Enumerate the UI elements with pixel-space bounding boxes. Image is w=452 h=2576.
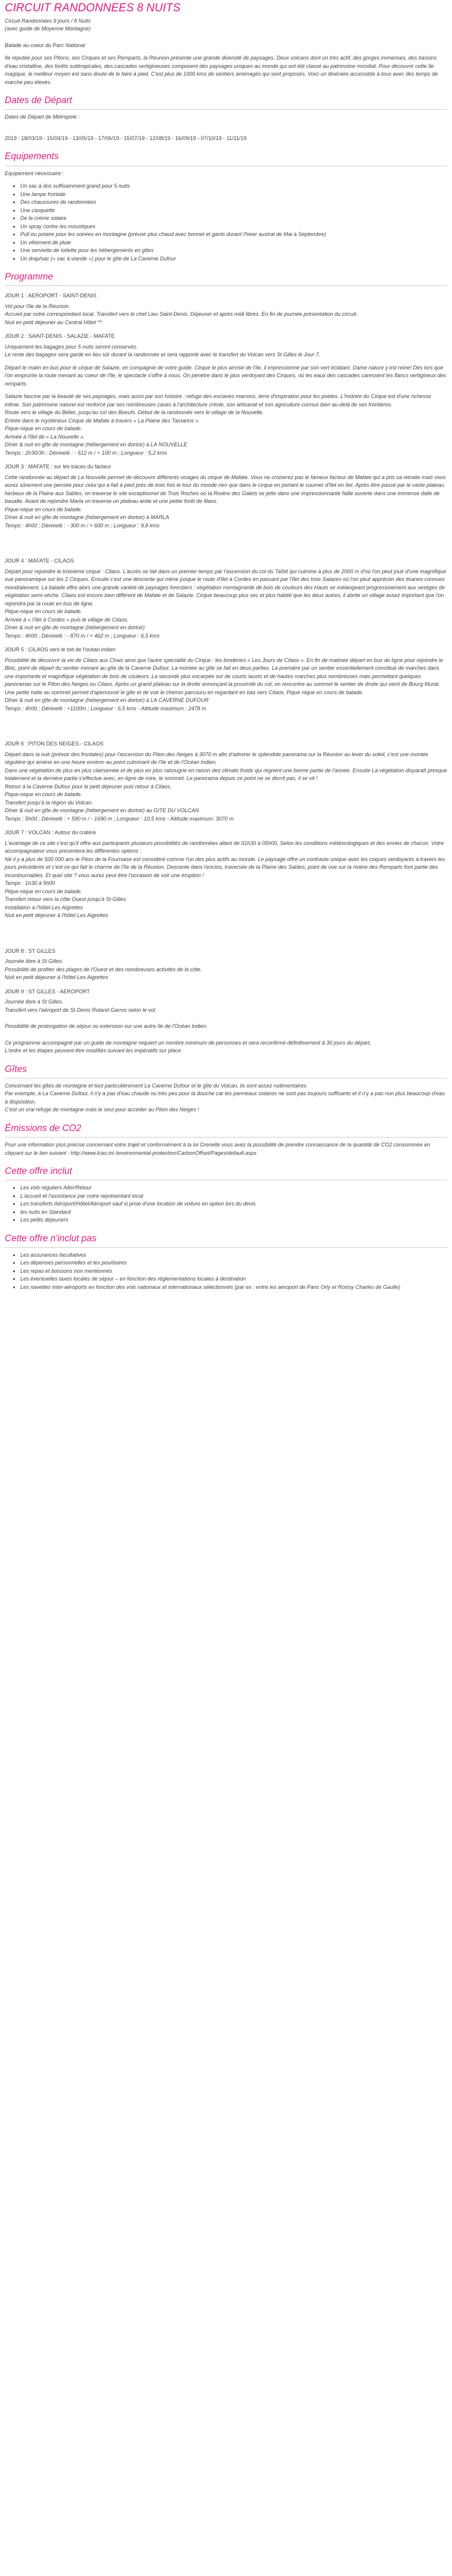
day-body — [5, 474, 447, 530]
day-title: JOUR 6 : PITON DES NEIGES - CILAOS — [5, 741, 104, 747]
day-line: Pique-nique en cours de balade. — [5, 608, 82, 615]
day-line: Temps : 5h00 ; Dénivelé : + 590 m / - 1690 m ; Longueur : 10,5 kms - Altitude maximum: 3070 m — [5, 815, 234, 822]
co2-paragraph: Pour une information plus précise concernant votre trajet et conformément à la loi Grenelle vous avez la possibilité de prendre connaissance de la quantité de CO2 consommée en cliquant sur le lien suivant : http://www.lcao.int /environmental-protection/CarbonOffset/Pages/default.aspx — [5, 1142, 431, 1156]
day-line: Vol pour l'île de la Réunion. — [5, 303, 70, 309]
day-paragraph: Le reste des bagages sera gardé en lieu sûr durant la randonnée et sera rapporté avec le transfert du Volcan vers St Gilles le Jour 7. — [5, 352, 320, 358]
day-line: Transfert vers l'aéroport de St Denis Roland Garros selon le vol. — [5, 1006, 157, 1013]
day-body — [5, 343, 447, 458]
excludes-list — [5, 1251, 447, 1292]
day-line: Possibilité de profiter des plages de l'Ouest et des nombreuses activités de la côte. — [5, 966, 202, 972]
day-line: Temps : 2h30/3h ; Dénivelé : - 512 m / + 100 m ; Longueur : 5,2 kms — [5, 449, 168, 456]
day-line: Pique-nique en cours de balade. — [5, 791, 82, 798]
section-title-dates: Dates de Départ — [5, 95, 72, 106]
day-line: Dîner & nuit en gîte de montagne (hébergement en dortoir) à LA CAVERNE DUFOUR — [5, 697, 209, 704]
dates-list: 2019 : 18/03/19 - 15/04/19 - 13/05/19 - 17/06/19 - 15/07/19 - 12/08/19 - 16/09/19 - 07/10/19 - 11/11/19 — [5, 135, 247, 141]
equipment-label: Equipement nécessaire : — [5, 170, 64, 176]
list-item: • Les navettes inter-aéroports en fonction des vols nationaux et internationaux sélectionnés (par ex : entre les aéroport de Paris Orly et Roissy Charles de Gaulle) — [20, 1284, 447, 1292]
divider — [5, 1078, 447, 1079]
section-title-includes: Cette offre inclut — [5, 1166, 72, 1176]
day-line: Dîner & nuit en gîte de montagne (hébergement en dortoir) à MARLA — [5, 514, 169, 521]
divider — [5, 1137, 447, 1138]
list-item: • Un spray contre les moustiques — [20, 223, 447, 231]
day-paragraph: Cette randonnée au départ de La Nouvelle permet de découvrir différents visages du cirque de Mafate. Vous ne croiserez pas le fameux facteur de Mafate qui a pris sa retraite mais vous aurez sûrement une pensée pour celui qui a fait à pied près de trois fois le tour du monde rien que dans le cirque en portant le courrier d'îlet en îlet. Après être passé par le vaste plateau herbeux de la Plaine aux Sables, on traverse le site exceptionnel de Trois Roches où la Rivière des Galets se jette dans une impressionnante faille ouverte dans une immense dalle de basalte. Avant de rejoindre Marla on traverse un plateau aride et une petite forêt de filaos. — [5, 474, 446, 505]
day-paragraph: Né il y a plus de 500 000 ans le Piton de la Fournaise est considéré comme l'un des plus actifs au monde. Le paysage offre un contraste unique avec les coques verdoyants à travers les jours précédents et c'est ce qui fait le charme de l'île de la Réunion. Descente dans l'enclos, traversée de la Plaine des Sables, point de vue sur la rivière des Remparts font partie des incontournables. Et quel site ? vous aurez peut être l'occasion de voir une éruption ! — [5, 856, 445, 878]
day-title: JOUR 7 : VOLCAN : Autour du cratère — [5, 829, 97, 836]
divider — [5, 109, 447, 110]
day-paragraph: L'avantage de ce site c'est qu'il offre aux participants plusieurs possibilités de randonnées allant de 01h30 à 05h00. Selon les conditions météorologiques et des envies de chacun. Votre accompagnateur vous présentera les différentes options : — [5, 840, 444, 854]
gites-body — [5, 1082, 447, 1114]
day-paragraph: Possibilité de découvrir la vie de Cilaos aux Chais ainsi que l'autre spécialité du Cirque : les broderies « Les Jours de Cilaos ». En fin de matinée départ en bus de ligne pour rejoindre le Bloc, point de départ du sentier menant au gîte de la Caverne Dufour. La montée au gîte se fait en deux parties. La première par un sentier essentiellement constitué de marches dans une importante et magnifique végétation de bois de couleurs. La seconde plus escarpée sur de courts lacets et de hautes marches plus nombreuses mais permettant quelques panoramas sur le Piton des Neiges ou Cilaos. Après un grand plateau sur la droite annonçant la proximité du col, on rencontre au sommet le sentier de droite qui vient de Bourg Murat. Une petite halte au sommet permet d'apercevoir le gîte et de voir le chemin parcouru en regardant en bas vers Cilaos. Pique nique en cours de balade. — [5, 657, 444, 695]
page-title: CIRCUIT RANDONNEES 8 NUITS — [5, 2, 181, 14]
day-body — [5, 958, 447, 982]
day-body — [5, 840, 447, 920]
day-line: Dîner & nuit en gîte de montagne (hébergement en dortoir) à LA NOUVELLE — [5, 442, 187, 448]
section-title-co2: Émissions de CO2 — [5, 1123, 82, 1133]
day-line: Dîner & nuit en gîte de montagne (hébergement en dortoir) — [5, 624, 145, 631]
day-title: JOUR 3 : MAFATE : sur les traces du facteur — [5, 464, 112, 470]
list-item: • Une lampe frontale — [20, 191, 447, 199]
section-title-programme: Programme — [5, 272, 53, 282]
day-body — [5, 751, 447, 824]
list-item: • Les transferts Aéroport/Hôtel/Aéroport sauf si prise d'une location de voiture en option lors du devis — [20, 1200, 447, 1208]
day-line: Arrivée à « l'îlet à Cordes » puis le village de Cilaos. — [5, 616, 129, 623]
subtitle-line: Circuit Randonnées 9 jours / 8 Nuits — [5, 17, 91, 24]
gites-paragraph: Par exemple, à La Caverne Dufour, il n'y a pas d'eau chaude ou très peu pour la douche car les panneaux solaires ne sont pas toujours suffisants et il n'y a pas non plus beaucoup d'eau à disposition. — [5, 1090, 445, 1105]
day-line: Pique-nique en cours de balade. — [5, 425, 82, 432]
section-title-excludes: Cette offre n'inclut pas — [5, 1233, 97, 1244]
day-line: Route vers le village du Bélier, jusqu'au col des Boeufs. Début de la randonnée vers le village de la Nouvelle. — [5, 409, 264, 416]
day-line: Dîner & nuit en gîte de montagne (hébergement en dortoir) au GITE DU VOLCAN — [5, 807, 199, 814]
list-item: • Les vols réguliers Aller/Retour — [20, 1184, 447, 1192]
day-paragraph: Départ pour rejoindre le troisième cirque : Cilaos. L'accès se fait dans un premier temps par l'ascension du col du Taïbit qui culmine à plus de 2000 m d'où l'on peut jouir d'une magnifique vue panoramique sur les 2 Cirques. Ensuite c'est une descente qui mène jusque le route d'îlet à Cordes en passant par l'îlet des trois Salazes où l'on peut apprécier des tisanes connues mondialement. La balade offre alors une grande variété de paysages forestiers : végétation montagnarde de bois de couleurs des Hauts se mélangeant progressivement aux vestiges de végétation semi-sèche. Cilaos est encore bien différent de Mafate et de Salazie. Cirque beaucoup plus sec et plus habité que les deux autres, il abrite un village assez important que l'on rejoindra par la route en bus de ligne. — [5, 568, 447, 607]
list-item: • Les repas et boissons non mentionnés — [20, 1267, 447, 1276]
dates-label: Dates de Départ de Métropole : — [5, 114, 80, 120]
day-line: Transfert jusqu'à la région du Volcan. — [5, 799, 93, 806]
intro-line: Balade au coeur du Parc National — [5, 42, 85, 48]
day-title: JOUR 8 : ST GILLES — [5, 947, 55, 954]
list-item: • Les dépenses personnelles et les pourboires — [20, 1259, 447, 1267]
day-title: JOUR 1 : AEROPORT - SAINT-DENIS — [5, 293, 97, 299]
day-body — [5, 303, 447, 327]
list-item: • L'accueil et l'assistance par notre représentant local — [20, 1192, 447, 1201]
day-line: Temps : 4h00 ; Dénivelé : - 300 m / + 600 m ; Longueur : 9,8 kms — [5, 522, 160, 529]
day-line: Temps : 4h00 ; Dénivelé : - 870 m / + 462 m ; Longueur : 6,5 kms — [5, 632, 160, 639]
day-body — [5, 568, 447, 641]
list-item: • Un vêtement de pluie — [20, 239, 447, 247]
day-line: Arrivée à l'îlet de « La Nouvelle ». — [5, 433, 85, 440]
co2-body — [5, 1141, 447, 1157]
gites-paragraph: C'est un vrai refuge de montagne mais le seul pour accéder au Piton des Neiges ! — [5, 1107, 199, 1113]
section-title-equipments: Equipements — [5, 151, 59, 162]
subtitle-line: (avec guide de Moyenne Montagne) — [5, 26, 91, 32]
day-title: JOUR 4 : MAFATE - CILAOS — [5, 558, 74, 564]
day-line: Journée libre à St Gilles. — [5, 999, 64, 1005]
day-paragraph: Dans une végétation de plus en plus clairsemée et de plus en plus rabougrie en raison des climats froids qui règnent une bonne partie de l'année. Ensuite La végétation disparaît presque totalement et la dernière partie s'effectue avec, en ligne de mire, le sommet. Le panorama depuis ce point ne se décrit pas, il se vit ! — [5, 767, 447, 782]
day-line: Nuit en petit déjeuner à l'hôtel Les Aigrettes — [5, 912, 109, 919]
day-line: Pique-nique en cours de balade. — [5, 506, 82, 512]
day-line: Temps : 4h00 ; Dénivelé : +1100m ; Longueur : 6,5 kms - Altitude maximum : 2478 m — [5, 705, 206, 711]
note-line: Ce programme accompagné par un guide de montagne requiert un nombre minimum de personnes et sera reconfirmé définitivement à 30 jours du départ. — [5, 1039, 371, 1046]
divider — [5, 285, 447, 286]
day-line: Nuit en petit déjeuner au Central Hôtel **. — [5, 319, 104, 325]
intro-paragraph: Ile réputée pour ses Pitons, ses Cirques et ses Remparts, la Réunion présente une grande diversité de paysages. Deux volcans dont un très actif, des gorges immenses, des bassins d'eau cristalline, des forêts subtropicales, des cascades vertigineuses composent des paysages uniques au monde qui ont été classé au patrimoine mondial. Pour découvrir cette île magique, le meilleur moyen est sans doute de le faire à pied. C'est plus de 1000 kms de sentiers aménagés qui sont proposés. Voici un itinéraire accessible à tous avec des temps de marche peu élevés. — [5, 55, 438, 85]
day-title: JOUR 2 : SAINT-DENIS - SALAZIE - MAFATE — [5, 333, 115, 340]
day-line: Nuit en petit déjeuner à l'hôtel Les Aigrettes — [5, 974, 109, 981]
day-line: Possibilité de prolongation de séjour ou extension sur une autre île de l'Océan Indien. — [5, 1023, 208, 1030]
list-item: • les nuits en Standard — [20, 1208, 447, 1217]
day-line: Entrée dans le mystérieux Cirque de Mafate à travers « La Plaine des Tamarins ». — [5, 417, 200, 424]
day-body — [5, 657, 447, 713]
day-body — [5, 998, 447, 1031]
header-subtitle — [5, 17, 447, 33]
section-title-gites: Gîtes — [5, 1064, 27, 1074]
day-line: Pique-nique en cours de balade. — [5, 888, 82, 894]
list-item: • Un sac à dos suffisamment grand pour 5 nuits — [20, 182, 447, 191]
list-item: • Les assurances facultatives — [20, 1251, 447, 1260]
day-line: Uniquement les bagages pour 5 nuits seront conservés. — [5, 343, 138, 350]
divider — [5, 1247, 447, 1248]
day-line: Installation à l'hôtel Les Aigrettes — [5, 904, 83, 911]
day-line: Temps : 1h30 à 5h00 — [5, 880, 55, 887]
day-line: Journée libre à St Gilles. — [5, 958, 64, 965]
day-title: JOUR 9 : ST GILLES - AEROPORT — [5, 988, 90, 995]
program-note — [5, 1039, 447, 1055]
list-item: • Les petits déjeuners — [20, 1216, 447, 1225]
list-item: • Une serviette de toilette pour les hébergements en gîtes — [20, 247, 447, 255]
list-item: • Les éventuelles taxes locales de séjour – en fonction des réglementations locales à destination — [20, 1275, 447, 1284]
day-title: JOUR 5 : CILAOS vers le toit de l'océan indien — [5, 647, 116, 653]
day-paragraph: Départ le matin en bus pour le cirque de Salazie, en compagnie de votre guide. Cirque le plus arrosé de l'île, il impressionne par son vert éclatant. Dame nature y est reine! Dès lors que l'on emprunte la route menant au coeur de l'île, le spectacle s'offre à nous. On pénètre dans le plus verdoyant des Cirques, où les eaux des cascades caressent les flancs vertigineux des remparts. — [5, 364, 447, 387]
day-paragraph: Départ dans la nuit (prévoir des frontales) pour l'ascension du Piton des Neiges à 3070 m afin d'admirer le splendide panorama sur la Réunion au lever du soleil, c'est une montée régulière qui amène en une heure environ au point culminant de l'île et de l'Océan Indien. — [5, 751, 429, 766]
list-item: • De la crème solaire — [20, 215, 447, 223]
list-item: • Pull ou polaire pour les soirées en montagne (prévoir plus chaud avec bonnet et gants durant l'hiver austral de Mai à Septembre) — [20, 231, 447, 239]
note-line: L'ordre et les étapes peuvent être modifiés suivant les impératifs sur place. — [5, 1048, 182, 1054]
list-item: • Une casquette — [20, 207, 447, 215]
list-item: • Des chaussures de randonnées — [20, 198, 447, 207]
day-line: Retour à la Caverne Dufour pour le petit déjeuner puis retour à Cilaos. — [5, 783, 172, 790]
list-item: • Un drap/sac (« sac à viande ») pour le gîte de La Caverne Dufour — [20, 255, 447, 263]
day-line: Accueil par notre correspondant local. Transfert vers le chef Lieu Saint-Denis. Déjeuner et après midi libres. En fin de journée présentation du circuit. — [5, 311, 358, 318]
day-paragraph: Salazie fascine par la beauté de ses paysages, mais aussi par son histoire : refuge des esclaves marrons, terre d'inspiration pour les poètes. L'histoire du Cirque est d'une richesse infinie. Son patrimoine naturel est renforcé par ses nombreuses cases à l'architecture créole, son artisanat et son agriculture connus bien au-delà de ses frontières. — [5, 393, 432, 408]
includes-list — [5, 1184, 447, 1225]
day-line: Transfert retour vers la côte Ouest jusqu'à St Gilles. — [5, 896, 128, 903]
gites-paragraph: Concernant les gîtes de montagne et tout particulièrement La Caverne Dufour et le gîte du Volcan, ils sont assez rudimentaires. — [5, 1082, 308, 1089]
intro — [5, 42, 447, 87]
equipment-list — [5, 182, 447, 263]
